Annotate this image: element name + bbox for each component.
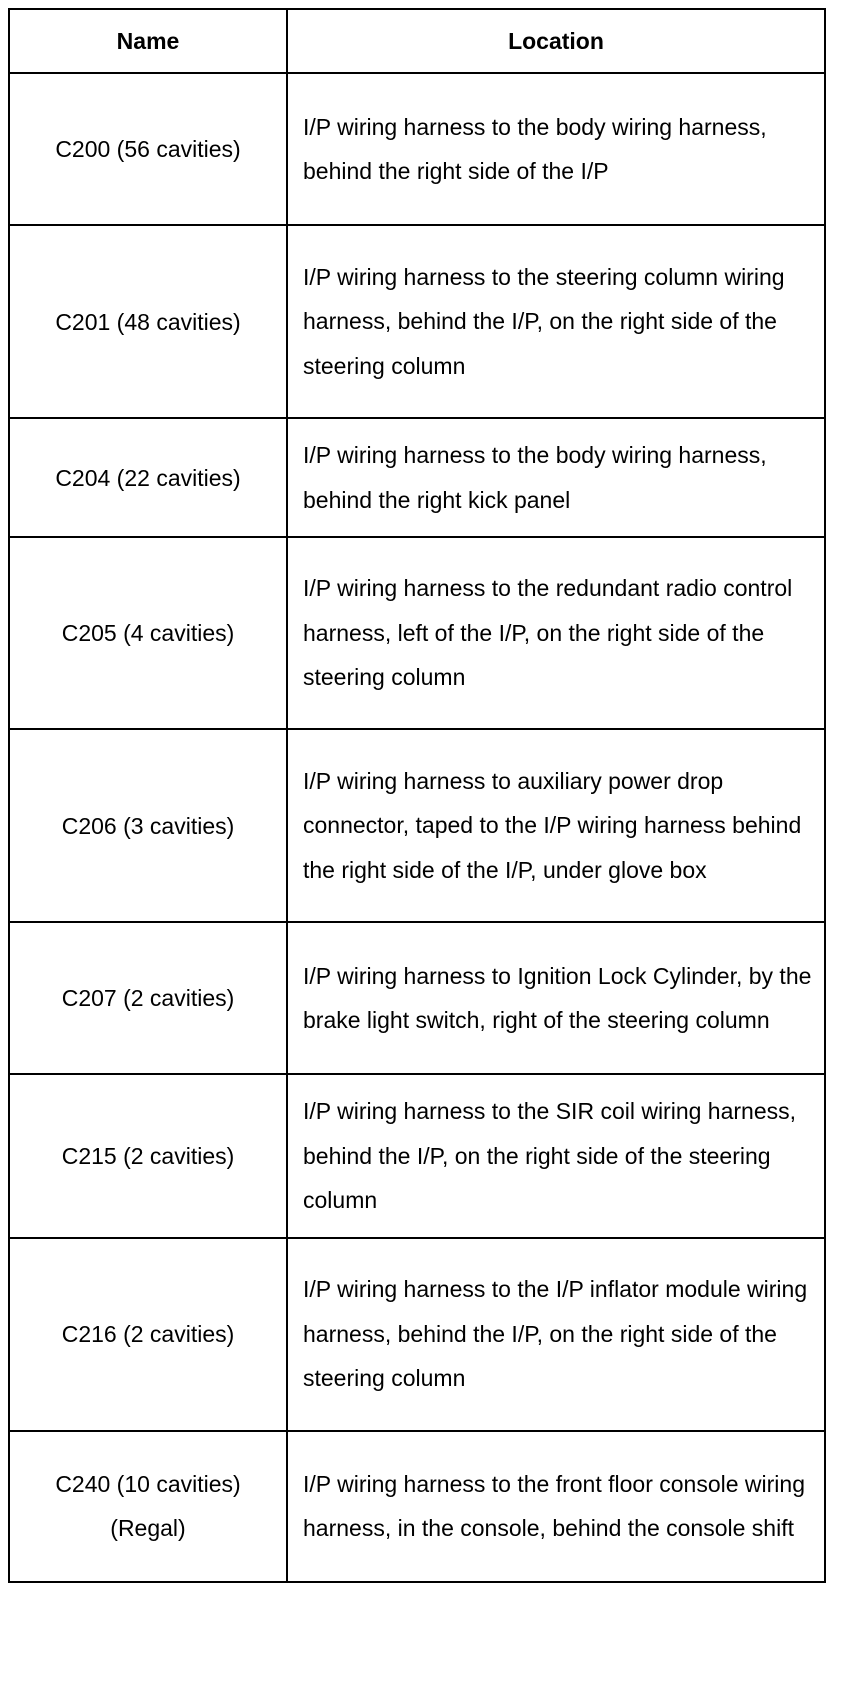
table-row xyxy=(9,73,825,225)
connector-location-cell: I/P wiring harness to the SIR coil wiring harness, behind the I/P, on the right side of the steering column xyxy=(287,1074,825,1238)
table-row xyxy=(9,1074,825,1238)
connector-name: C240 (10 cavities) xyxy=(55,1471,241,1497)
connector-name-cell xyxy=(9,537,287,729)
connector-location-cell: I/P wiring harness to auxiliary power drop connector, taped to the I/P wiring harness behind the right side of the I/P, under glove box xyxy=(287,729,825,922)
connector-location-cell: I/P wiring harness to the I/P inflator module wiring harness, behind the I/P, on the right side of the steering column xyxy=(287,1238,825,1431)
connector-name: C216 (2 cavities) xyxy=(61,1321,235,1347)
connector-name: C200 (56 cavities) xyxy=(55,136,241,162)
table-row xyxy=(9,225,825,418)
connector-name: C205 (4 cavities) xyxy=(61,620,235,646)
table-row xyxy=(9,922,825,1074)
connector-name: C204 (22 cavities) xyxy=(55,464,241,491)
table-row xyxy=(9,729,825,922)
connector-name-cell xyxy=(9,1074,287,1238)
connector-name-cell xyxy=(9,73,287,225)
connector-name-cell xyxy=(9,1431,287,1582)
table-row xyxy=(9,1238,825,1431)
connector-name: C206 (3 cavities) xyxy=(61,812,235,839)
connector-location-cell: I/P wiring harness to the front floor console wiring harness, in the console, behind the console shift xyxy=(287,1431,825,1582)
table-header-row xyxy=(9,9,825,73)
connector-location-cell: I/P wiring harness to Ignition Lock Cylinder, by the brake light switch, right of the steering column xyxy=(287,922,825,1074)
column-header-name: Name xyxy=(9,9,287,73)
connector-name-cell xyxy=(9,418,287,537)
connector-location-cell: I/P wiring harness to the body wiring harness, behind the right kick panel xyxy=(287,418,825,537)
connector-name-cell xyxy=(9,225,287,418)
column-header-location: Location xyxy=(287,9,825,73)
connector-name-cell xyxy=(9,729,287,922)
connector-model-note: (Regal) xyxy=(110,1515,186,1541)
connector-location-cell: I/P wiring harness to the steering column wiring harness, behind the I/P, on the right side of the steering column xyxy=(287,225,825,418)
connector-name-cell xyxy=(9,922,287,1074)
connector-name-cell xyxy=(9,1238,287,1431)
table-row xyxy=(9,537,825,729)
connector-name: C215 (2 cavities) xyxy=(61,1142,235,1169)
connector-location-table xyxy=(8,8,826,1583)
connector-name: C201 (48 cavities) xyxy=(55,308,241,335)
table-row xyxy=(9,1431,825,1582)
table-row xyxy=(9,418,825,537)
connector-location-cell: I/P wiring harness to the body wiring harness, behind the right side of the I/P xyxy=(287,73,825,225)
connector-location-cell: I/P wiring harness to the redundant radio control harness, left of the I/P, on the right side of the steering column xyxy=(287,537,825,729)
connector-name: C207 (2 cavities) xyxy=(61,985,235,1011)
